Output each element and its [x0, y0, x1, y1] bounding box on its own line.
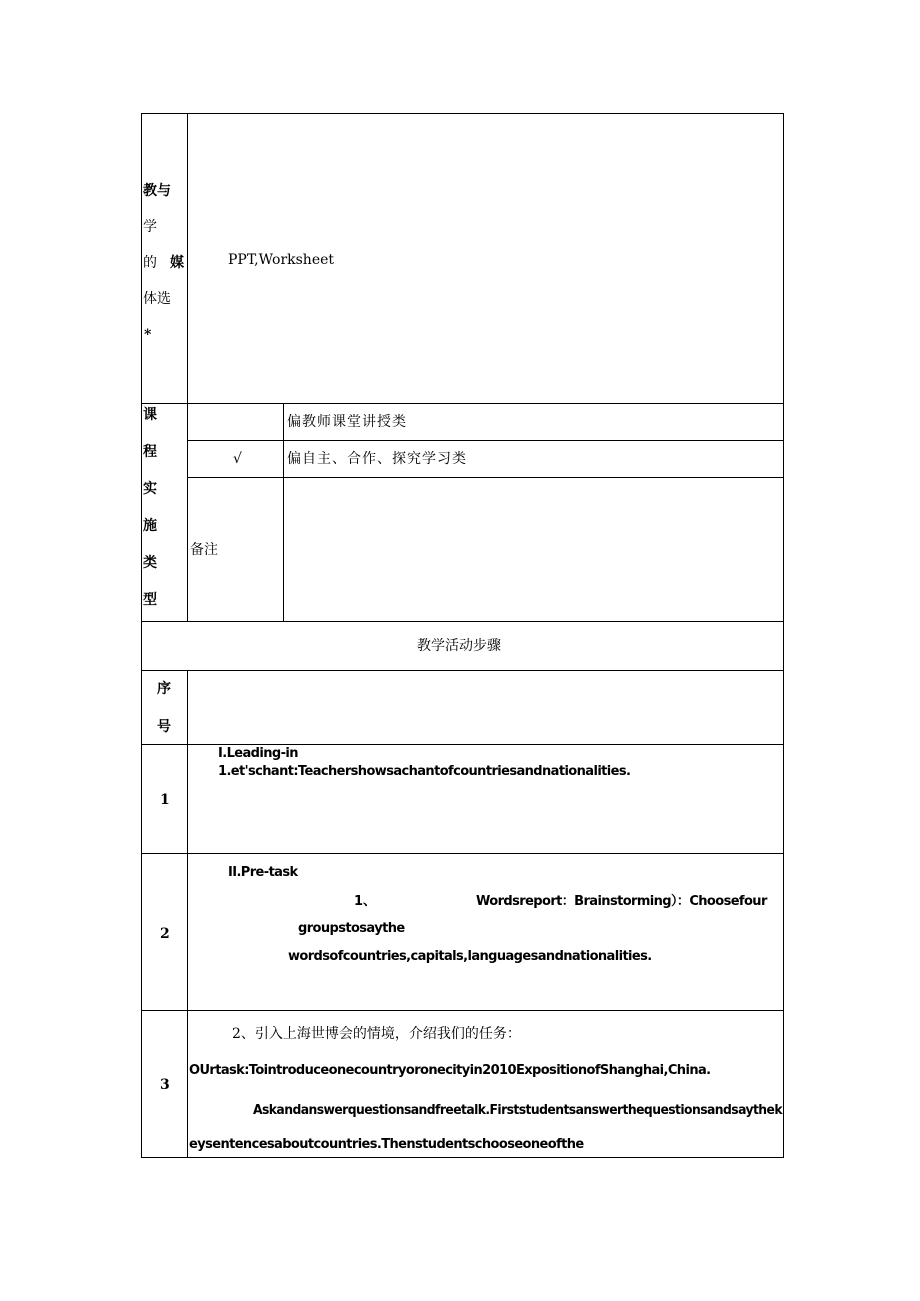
step-1-line-2: 1.et'schant:Teachershowsachantofcountriesandnationalities. — [218, 764, 631, 779]
course-label-char-2: 程 — [143, 444, 157, 460]
step-3-number: 3 — [160, 1077, 170, 1093]
table-rule-step1-bottom — [141, 853, 784, 854]
media-label-line-1: 教与 — [143, 183, 171, 199]
table-rule-step2-bottom — [141, 1010, 784, 1011]
media-label-line-3b: 媒 — [170, 255, 184, 271]
step-2-item-no: 1、 — [354, 894, 377, 909]
media-content: PPT,Worksheet — [228, 252, 335, 268]
table-rule-option-2 — [188, 477, 784, 478]
note-label: 备注 — [190, 542, 218, 558]
step-3-line-4: eysentencesaboutcountries.Thenstudentschooseoneofthe — [189, 1137, 584, 1152]
step-2-title: II.Pre-task — [228, 865, 298, 880]
media-label-line-2: 学 — [143, 219, 157, 235]
table-rule-media-bottom — [141, 403, 784, 404]
table-col-divider-upper — [187, 113, 188, 622]
seq-header-char-2: 号 — [157, 719, 171, 735]
table-border-bottom — [141, 1157, 784, 1158]
table-col-divider-lower — [187, 670, 188, 1158]
course-type-col-divider — [283, 403, 284, 622]
step-3-line-2: OUrtask:Tointroduceonecountryoronecityin2010ExpositionofShanghai,China. — [189, 1063, 711, 1078]
option-label-2: 偏自主、合作、探究学习类 — [287, 451, 467, 467]
step-1-number: 1 — [160, 792, 170, 808]
option-label-1: 偏教师课堂讲授类 — [287, 414, 407, 430]
step-3-line-1: 2、引入上海世博会的情境，介绍我们的任务： — [232, 1026, 521, 1042]
media-label-line-4: 体选 — [143, 291, 171, 307]
table-rule-option-1 — [188, 440, 784, 441]
step-2-line-2: wordsofcountries,capitals,languagesandnationalities. — [288, 949, 652, 964]
media-label-line-3a: 的 — [143, 255, 157, 271]
step-1-line-1: I.Leading-in — [218, 746, 298, 761]
step-2-line-1: groupstosaythe — [298, 921, 405, 936]
course-label-char-1: 课 — [143, 407, 157, 423]
media-label-line-5: * — [144, 327, 152, 343]
table-border-right — [783, 113, 784, 1158]
table-border-top — [141, 113, 784, 114]
table-rule-header-bottom — [141, 670, 784, 671]
seq-header-char-1: 序 — [157, 681, 171, 697]
steps-header: 教学活动步骤 — [417, 638, 501, 654]
step-3-line-3: Askandanswerquestionsandfreetalk.Firststudentsanswerthequestionsandsaythek — [253, 1103, 782, 1118]
step-2-number: 2 — [160, 926, 170, 942]
option-mark-2: √ — [233, 451, 242, 467]
course-label-char-4: 施 — [143, 518, 157, 534]
table-border-left — [141, 113, 142, 1158]
course-label-char-3: 实 — [143, 481, 157, 497]
step-2-item-text: Wordsreport：Brainstorming）：Choosefour — [476, 894, 767, 909]
course-label-char-6: 型 — [143, 592, 157, 608]
course-label-char-5: 类 — [143, 555, 157, 571]
table-rule-course-bottom — [141, 621, 784, 622]
